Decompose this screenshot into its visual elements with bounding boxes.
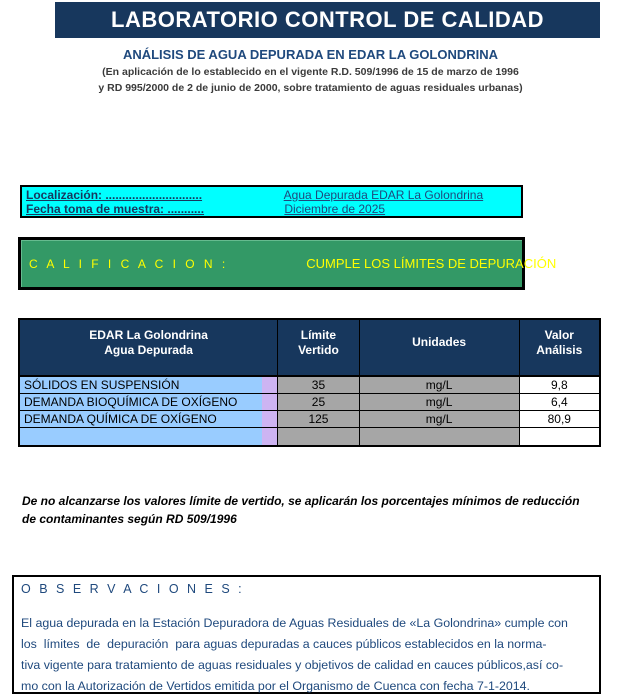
page-title-bar [55, 2, 600, 38]
observations-line2: los límites de depuración para aguas depuradas a cauces públicos establecidos en la norma- [21, 637, 547, 651]
legal-note-line1: De no alcanzarse los valores límite de vertido, se aplicarán los porcentajes mínimos de reducción [22, 494, 580, 508]
observations-box [12, 575, 601, 694]
parameter-cell: DEMANDA QUÍMICA DE OXÍGENO [20, 411, 278, 427]
parameter-cell-strip [262, 394, 277, 410]
table-row [20, 411, 599, 428]
observations-line3: tiva vigente para tratamiento de aguas residuales y objetivos de calidad en cauces públicos,así co- [21, 658, 564, 672]
sample-date-row [26, 202, 521, 216]
observations-title: O B S E R V A C I O N E S : [21, 582, 245, 596]
analysis-value-cell[interactable]: 6,4 [520, 394, 599, 410]
report-subtitle-line1: (En aplicación de lo establecido en el vigente R.D. 509/1996 de 15 de marzo de 1996 [102, 66, 519, 78]
analysis-value-cell[interactable] [520, 428, 599, 445]
parameter-cell: SÓLIDOS EN SUSPENSIÓN [20, 377, 278, 393]
results-table-header [20, 320, 599, 377]
header-parameter: EDAR La Golondrina Agua Depurada [20, 320, 278, 375]
analysis-value-cell[interactable]: 9,8 [520, 377, 599, 393]
table-row [20, 394, 599, 411]
report-title: ANÁLISIS DE AGUA DEPURADA EN EDAR LA GOLONDRINA [122, 47, 499, 62]
location-label: Localización: ............................. [26, 188, 203, 202]
sample-date-value[interactable]: Diciembre de 2025 [284, 202, 386, 216]
units-cell: mg/L [360, 394, 520, 410]
parameter-cell-strip [262, 428, 277, 445]
units-cell [360, 428, 520, 445]
table-row-empty [20, 428, 599, 445]
observations-line4: mo con la Autorización de Vertidos emitida por el Organismo de Cuenca con fecha 7-1-2014. [21, 679, 530, 693]
parameter-cell: DEMANDA BIOQUÍMICA DE OXÍGENO [20, 394, 278, 410]
units-cell: mg/L [360, 411, 520, 427]
legal-note [22, 492, 580, 528]
header-units: Unidades [360, 320, 520, 375]
limit-cell: 125 [278, 411, 359, 427]
parameter-cell [20, 428, 278, 445]
observations-text [21, 613, 592, 696]
limit-cell: 35 [278, 377, 359, 393]
page-title: LABORATORIO CONTROL DE CALIDAD [111, 7, 544, 32]
header-value: Valor Análisis [536, 327, 583, 357]
legal-note-line2: de contaminantes según RD 509/1996 [22, 512, 237, 526]
qualification-result: CUMPLE LOS LÍMITES DE DEPURACIÓN [306, 256, 557, 271]
location-value[interactable]: Agua Depurada EDAR La Golondrina [283, 188, 484, 202]
report-subtitle-line2: y RD 995/2000 de 2 de junio de 2000, sobre tratamiento de aguas residuales urbanas) [98, 82, 523, 94]
limit-cell [278, 428, 359, 445]
limit-cell: 25 [278, 394, 359, 410]
sample-date-label: Fecha toma de muestra: ........... [26, 202, 205, 216]
sample-info-box [20, 185, 523, 218]
observations-line1: El agua depurada en la Estación Depuradora de Aguas Residuales de «La Golondrina» cumple con [21, 616, 568, 630]
location-row [26, 188, 521, 202]
analysis-value-cell[interactable]: 80,9 [520, 411, 599, 427]
qualification-box [18, 237, 557, 290]
parameter-cell-strip [262, 411, 277, 427]
header-limit: Límite Vertido [278, 320, 359, 375]
units-cell: mg/L [360, 377, 520, 393]
qualification-label: C A L I F I C A C I O N : [29, 256, 229, 271]
table-row [20, 377, 599, 394]
parameter-cell-strip [262, 377, 277, 393]
results-table [18, 318, 601, 447]
